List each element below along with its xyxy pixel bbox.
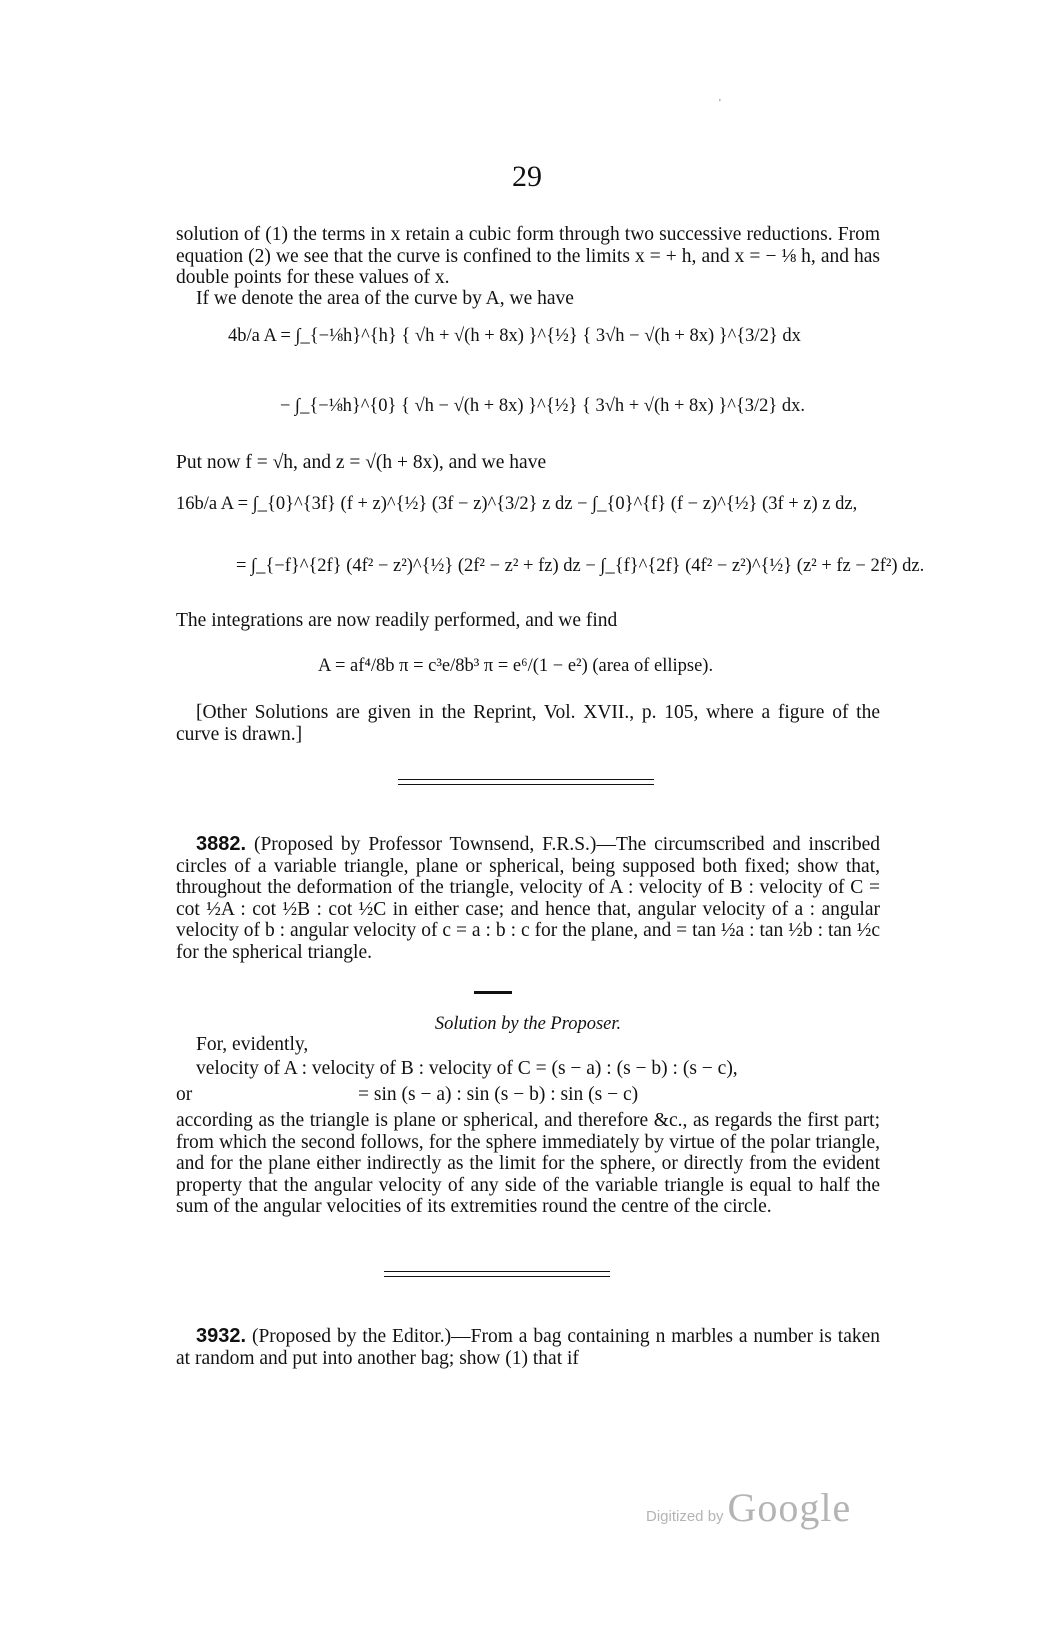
solution-intro: For, evidently,	[196, 1034, 309, 1055]
solution-text: according as the triangle is plane or spherical, and therefore &c., as regards the first part; from which the second follows, for the sphere immediately by virtue of the polar triangle, and for the plane either indirectly as the limit for the sphere, or directly from the evident property that the angular velocity of any side of the variable triangle is equal to half the sum of the angular velocities of its extremities round the centre of the circle.	[176, 1110, 880, 1217]
section-divider-rule	[398, 779, 654, 780]
section-divider-rule	[384, 1271, 610, 1272]
continuation-paragraph-4: The integrations are now readily performed, and we find	[176, 610, 618, 631]
equation-result: A = af⁴/8b π = c³e/8b³ π = e⁶/(1 − e²) (area of ellipse).	[318, 656, 714, 676]
question-text: —The circumscribed and inscribed circles of a variable triangle, plane or spherical, being supposed both fixed; show that, throughout the deformation of the triangle, velocity of A : velocity of B : velocity of C = cot ½A : cot ½B : cot ½C in either case; and hence that, angular velocity of a : angular velocity of b : angular velocity of c = a : b : c for the plane, and = tan ½a : tan ½b : tan ½c for the spherical triangle.	[176, 834, 881, 963]
question-3882	[176, 834, 880, 963]
page-number: 29	[512, 160, 542, 193]
equation-substitution-2: = ∫_{−f}^{2f} (4f² − z²)^{½} (2f² − z² + fz) dz − ∫_{f}^{2f} (4f² − z²)^{½} (z² + fz − 2f²) dz.	[236, 556, 925, 576]
solution-heading: Solution by the Proposer.	[434, 1014, 622, 1034]
continuation-paragraph-1: solution of (1) the terms in x retain a cubic form through two successive reductions. From equation (2) we see that the curve is confined to the limits x = + h, and x = − ⅛ h, and has double points for these values of x.	[176, 224, 880, 288]
question-number: 3882.	[196, 833, 247, 855]
question-number: 3932.	[196, 1325, 247, 1347]
solution-equation-spherical: = sin (s − a) : sin (s − b) : sin (s − c)	[358, 1084, 639, 1105]
watermark-prefix: Digitized by	[646, 1508, 724, 1525]
continuation-paragraph-5: [Other Solutions are given in the Reprint, Vol. XVII., p. 105, where a figure of the curve is drawn.]	[176, 702, 880, 745]
google-logo: Google	[727, 1485, 852, 1530]
equation-area-2: − ∫_{−⅛h}^{0} { √h − √(h + 8x) }^{½} { 3√h + √(h + 8x) }^{3/2} dx.	[280, 396, 806, 416]
scan-speck: '	[719, 98, 721, 109]
continuation-paragraph-3: Put now f = √h, and z = √(h + 8x), and we have	[176, 452, 547, 473]
question-proposer: (Proposed by Professor Townsend, F.R.S.)	[253, 834, 597, 855]
continuation-paragraph-2: If we denote the area of the curve by A, we have	[196, 288, 574, 309]
equation-substitution-1: 16b/a A = ∫_{0}^{3f} (f + z)^{½} (3f − z)^{3/2} z dz − ∫_{0}^{f} (f − z)^{½} (3f + z) z dz,	[176, 494, 858, 514]
question-3932	[176, 1326, 880, 1369]
section-divider-rule	[384, 1276, 610, 1277]
question-text: —From a bag containing n marbles a number is taken at random and put into another bag; show (1) that if	[176, 1326, 881, 1369]
solution-or-label: or	[176, 1084, 193, 1105]
solution-equation-plane: velocity of A : velocity of B : velocity of C = (s − a) : (s − b) : (s − c),	[196, 1058, 738, 1079]
equation-area-1: 4b/a A = ∫_{−⅛h}^{h} { √h + √(h + 8x) }^{½} { 3√h − √(h + 8x) }^{3/2} dx	[228, 326, 801, 346]
section-divider-rule	[398, 784, 654, 785]
digitized-watermark	[646, 1484, 851, 1531]
short-rule	[474, 991, 512, 994]
question-proposer: (Proposed by the Editor.)	[251, 1326, 452, 1347]
